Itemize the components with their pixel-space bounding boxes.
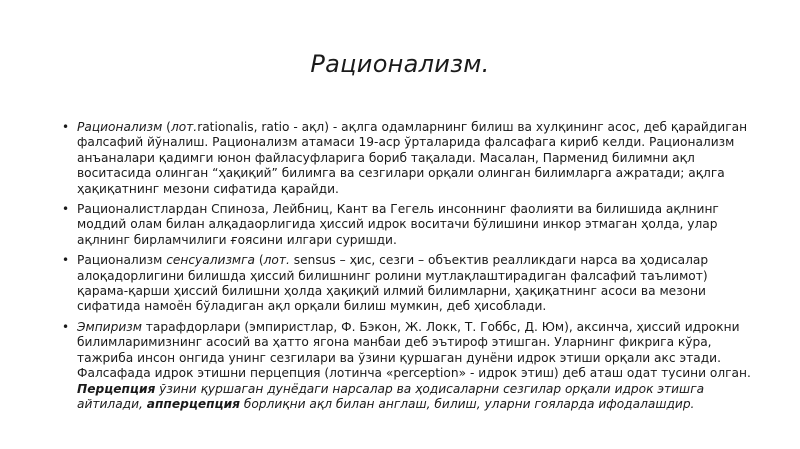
bullet-text-run: сенсуализмга: [166, 253, 255, 268]
bullet-text-run: тарафдорлари (эмпиристлар, Ф. Бэкон, Ж. Локк, Т. Гоббс, Д. Юм), аксинча, ҳиссий идрокни билимларимизнинг асосий ва ҳатто ягона манбаи деб эътироф этишган. Уларнинг фикрига кўра, тажриба инсон онгида унинг сезгилари ва ўзини қуршаган дунёни идрок этиши орқали акс этади. Фалсафада идрок этишни перцепция (лотинча «perception» - идрок этиш) деб аташ одат тусини олган.: [77, 319, 751, 381]
bullet-dot-icon: •: [62, 202, 70, 217]
bullet-text-run: - ақлга одамларнинг билиш ва хулқининг асос, деб қарайдиган фалсафий йўналиш. Рационализм атамаси 19-аср ўрталарида фалсафага кириб келди. Рационализм анъаналари қадимги юнон файласуфларига бориб тақалади. Масалан, Парменид билимни ақл воситасида олинган “ҳақиқий” билимга ва сезгилари орқали олинган билимларга ажратади; ақлга ҳақиқатнинг мезони сифатида қарайди.: [77, 120, 748, 196]
bullet-text-run: Рационализм: [77, 120, 163, 134]
bullet-item: [62, 202, 752, 248]
bullet-text-run: Перцепция: [77, 381, 156, 396]
bullet-text-run: (: [162, 120, 171, 134]
bullet-text-run: Рационализм: [77, 253, 167, 268]
bullet-dot-icon: •: [62, 120, 70, 134]
bullet-item: [62, 320, 752, 412]
bullet-text-run: Рационалистлардан Спиноза, Лейбниц, Кант ва Гегель инсоннинг фаолияти ва билишида ақлнинг моддий олам билан алқадаорлигида ҳиссий идрок воситачи бўлишини инкор этмаган ҳолда, улар ақлнинг бирламчилиги ғоясини илгари суришди.: [77, 202, 719, 247]
bullet-text-run: ўзини қуршаган дунёдаги нарсалар ва ҳодисаларни сезгилар орқали идрок этишга айтилади,: [77, 381, 705, 411]
bullet-text-run: rationalis, ratio - ақл): [197, 120, 329, 134]
bullet-text-run: лот.: [263, 253, 290, 268]
bullet-list: [62, 120, 752, 417]
bullet-text-run: борлиқни ақл билан англаш, билиш, уларни гояларда ифодалашдир.: [239, 396, 695, 411]
bullet-text-run: sensus – ҳис, сезги – объектив реалликдаги нарса ва ҳодисалар алоқадорлигини билишда ҳиссий билишнинг ролини мутлақлаштирадиган фалсафий таълимот) қарама-қарши ҳиссий билишни ҳолда ҳақиқий илмий билимларни, ҳақиқатнинг асоси ва мезони сифатида намоён бўладиган ақл орқали билиш мумкин, деб ҳисоблади.: [77, 253, 709, 314]
bullet-text-run: лот.: [170, 120, 198, 134]
slide-title: Рационализм.: [310, 50, 490, 78]
bullet-dot-icon: •: [62, 253, 70, 268]
bullet-item: [62, 253, 752, 315]
bullet-text-run: апперцепция: [146, 396, 240, 411]
bullet-item: [62, 120, 752, 197]
bullet-text-run: Эмпиризм: [77, 319, 142, 334]
bullet-text-run: (: [255, 253, 264, 268]
bullet-dot-icon: •: [62, 319, 70, 334]
